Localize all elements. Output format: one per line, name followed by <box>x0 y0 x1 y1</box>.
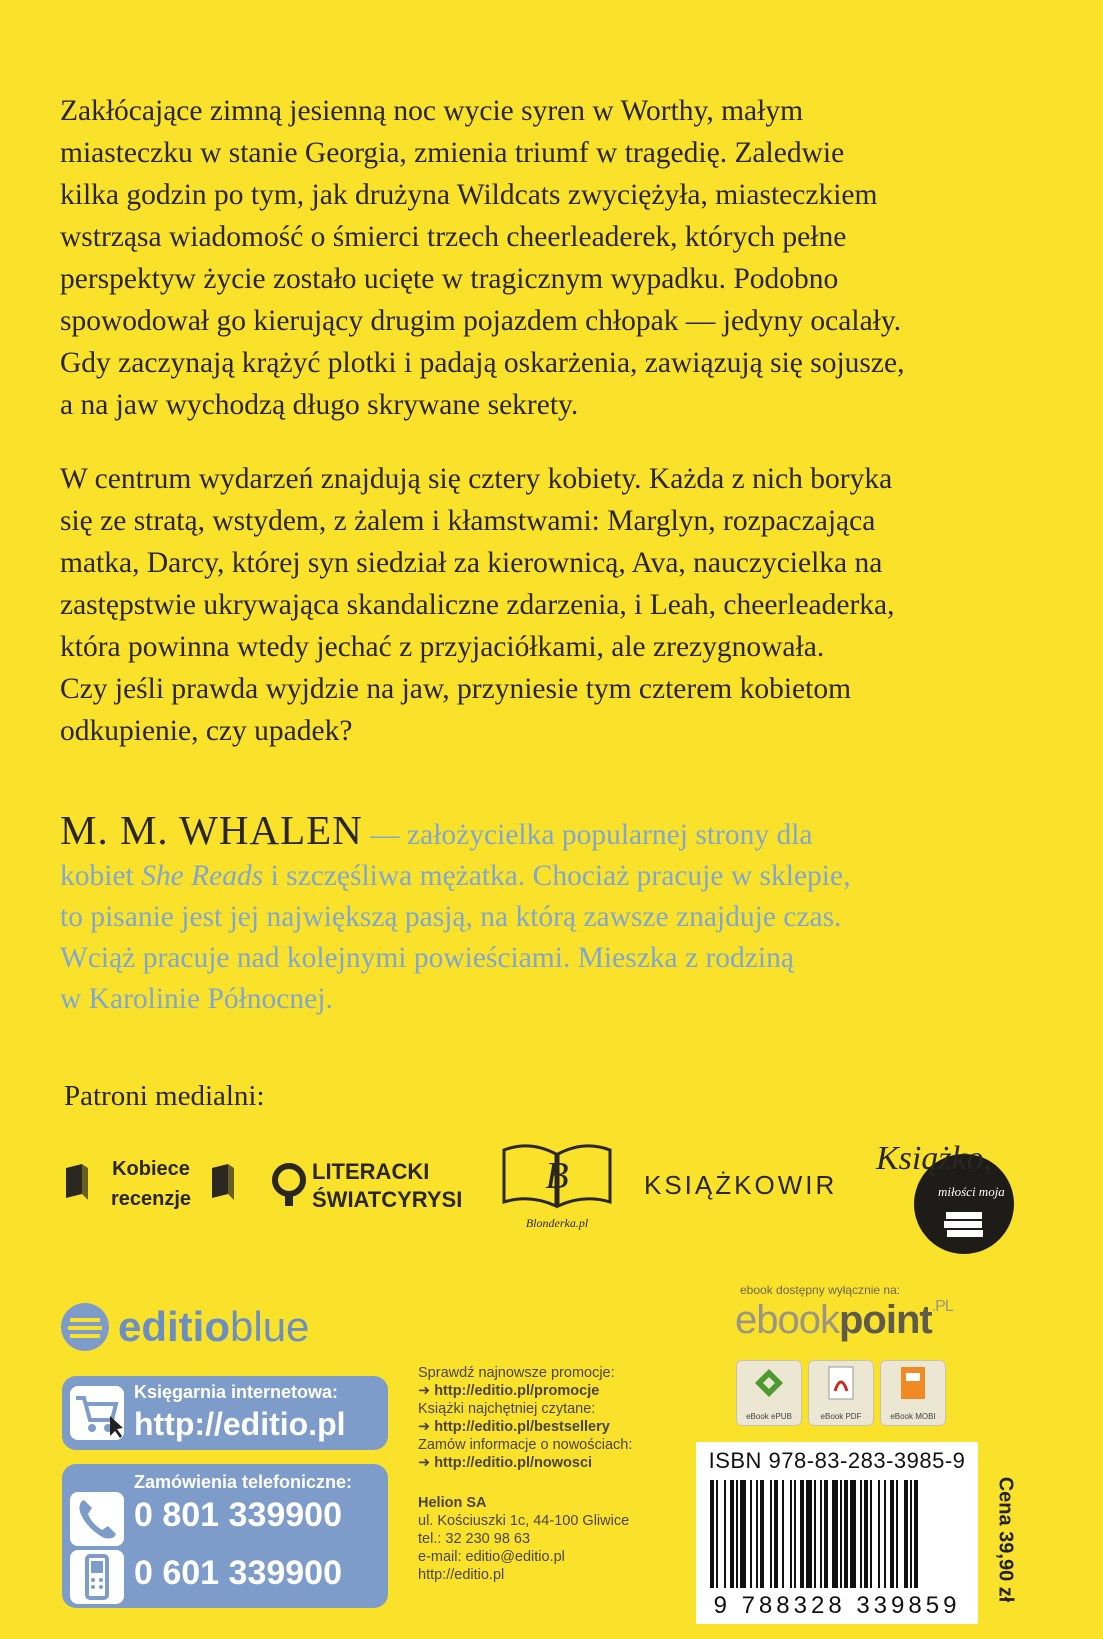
phone-number-1[interactable]: 0 801 339900 <box>134 1496 342 1534</box>
ksiazkowir-logo <box>644 1165 844 1205</box>
mobi-label: eBook MOBI <box>890 1412 936 1421</box>
literacki-swiatcyrysi-logo <box>272 1154 482 1218</box>
pdf-icon <box>809 1361 873 1407</box>
blurb-line: Czy jeśli prawda wyjdzie na jaw, przyniesie tym czterem kobietom <box>60 673 852 705</box>
price-label <box>985 1450 1015 1630</box>
patrons-label: Patroni medialni: <box>64 1080 265 1112</box>
blue-text: blue <box>230 1303 310 1350</box>
swiatcyrysi-text: ŚWIATCYRYSI <box>312 1187 463 1212</box>
blurb-line: wstrząsa wiadomość o śmierci trzech cheerleaderek, których pełne <box>60 221 847 253</box>
literacki-text: LITERACKI <box>312 1159 430 1184</box>
ebookpoint-logo <box>735 1298 953 1343</box>
author-bio-line: kobiet <box>60 860 142 892</box>
isbn-text: ISBN 978-83-283-3985-9 <box>708 1448 966 1473</box>
blurb-paragraph-2 <box>60 458 1040 752</box>
kobiece-text: Kobiece <box>112 1158 190 1180</box>
author-bio-line: — założycielka popularnej strony dla <box>362 819 813 851</box>
blurb-paragraph-1 <box>60 90 1040 426</box>
info-text: Książki najchętniej czytane: <box>418 1401 596 1417</box>
open-book-icon <box>498 1136 616 1216</box>
blurb-line: zastępstwie ukrywająca skandaliczne zdarzenia, i Leah, cheerleaderka, <box>60 589 895 621</box>
epub-format-badge <box>736 1360 802 1426</box>
svg-text:B: B <box>545 1155 569 1197</box>
bestsellers-link[interactable]: http://editio.pl/bestsellery <box>434 1419 610 1435</box>
website-name: She Reads <box>141 860 264 892</box>
shop-url[interactable]: http://editio.pl <box>134 1406 346 1442</box>
company-email[interactable]: e-mail: editio@editio.pl <box>418 1549 565 1565</box>
publisher-info <box>418 1364 683 1584</box>
book-icon <box>208 1162 238 1202</box>
blurb-line: się ze stratą, wstydem, z żalem i kłamstwami: Marglyn, rozpaczająca <box>60 505 876 537</box>
blurb-line: W centrum wydarzeń znajdują się cztery kobiety. Każda z nich boryka <box>60 463 893 495</box>
info-text: Zamów informacje o nowościach: <box>418 1437 633 1453</box>
phone-number-2[interactable]: 0 601 339900 <box>134 1554 342 1592</box>
pdf-label: eBook PDF <box>820 1412 862 1421</box>
barcode-digits: 9 788328 339859 <box>713 1592 961 1619</box>
shop-label: Księgarnia internetowa: <box>134 1382 339 1402</box>
online-shop-box[interactable] <box>62 1376 388 1450</box>
k-monogram-icon <box>272 1160 306 1208</box>
kobiece-recenzje-logo <box>62 1152 242 1220</box>
blurb-line: a na jaw wychodzą długo skrywane sekrety. <box>60 389 579 421</box>
author-name: M. M. WHALEN <box>60 807 363 853</box>
isbn-barcode-box <box>696 1442 978 1624</box>
ksiazko-milosci-moja-logo <box>876 1140 1024 1250</box>
book-icon <box>62 1162 92 1202</box>
arrow-icon: ➜ <box>418 1419 435 1435</box>
ksiazkowir-text: KSIĄŻKOWIR <box>644 1169 838 1200</box>
info-text: Sprawdź najnowsze promocje: <box>418 1365 615 1381</box>
blurb-line: miasteczku w stanie Georgia, zmienia triumf w tragedię. Zaledwie <box>60 137 845 169</box>
editio-mark-icon <box>60 1302 110 1352</box>
epub-icon <box>737 1361 801 1407</box>
mobi-format-badge <box>880 1360 946 1426</box>
company-phone: tel.: 32 230 98 63 <box>418 1531 531 1547</box>
mobile-phone-icon <box>70 1550 124 1604</box>
phone-handset-icon <box>70 1492 124 1546</box>
company-name: Helion SA <box>418 1495 487 1511</box>
author-bio-line: i szczęśliwa mężatka. Chociaż pracuje w sklepie, <box>263 860 851 892</box>
editio-text: editio <box>118 1303 230 1350</box>
blurb-line: kilka godzin po tym, jak drużyna Wildcats zwyciężyła, miasteczkiem <box>60 179 878 211</box>
promotions-link[interactable]: http://editio.pl/promocje <box>434 1383 600 1399</box>
shopping-cart-icon <box>70 1386 124 1440</box>
company-website[interactable]: http://editio.pl <box>418 1567 505 1583</box>
ksiazko-text: Książko, <box>876 1140 993 1177</box>
author-bio <box>60 807 1050 1020</box>
blurb-line: matka, Darcy, której syn siedział za kierownicą, Ava, nauczycielka na <box>60 547 883 579</box>
author-bio-line: Wciąż pracuje nad kolejnymi powieściami. Mieszka z rodziną <box>60 942 794 974</box>
epub-label: eBook ePUB <box>746 1412 792 1421</box>
blurb-line: Zakłócające zimną jesienną noc wycie syren w Worthy, małym <box>60 95 804 127</box>
book-stack-icon <box>942 1210 986 1240</box>
ebook-note: ebook dostępny wyłącznie na: <box>740 1283 901 1297</box>
barcode-icon <box>696 1480 978 1590</box>
author-bio-line: to pisanie jest jej największą pasją, na którą zawsze znajduje czas. <box>60 901 842 933</box>
point-brand-part: point <box>838 1298 932 1342</box>
arrow-icon: ➜ <box>418 1455 435 1471</box>
recenzje-text: recenzje <box>110 1188 192 1210</box>
blonderka-text: Blonderka.pl <box>525 1216 589 1230</box>
blurb-line: perspektyw życie zostało ucięte w tragicznym wypadku. Podobno <box>60 263 839 295</box>
blurb-line: odkupienie, czy upadek? <box>60 715 353 747</box>
company-address: ul. Kościuszki 1c, 44-100 Gliwice <box>418 1513 630 1529</box>
blurb-line: która powinna wtedy jechać z przyjaciółkami, ale zrezygnowała. <box>60 631 825 663</box>
editio-blue-logo <box>60 1302 309 1352</box>
mobi-icon <box>881 1361 945 1407</box>
pl-brand-part: .PL <box>931 1298 953 1315</box>
ebook-brand-part: ebook <box>735 1298 839 1342</box>
news-link[interactable]: http://editio.pl/nowosci <box>434 1455 593 1471</box>
price-text: Cena 39,90 zł <box>994 1476 1017 1603</box>
blurb-line: Gdy zaczynają krążyć plotki i padają oskarżenia, zawiązują się sojusze, <box>60 347 905 379</box>
phone-label: Zamówienia telefoniczne: <box>134 1472 353 1492</box>
blurb-line: spowodował go kierujący drugim pojazdem chłopak — jedyny ocalały. <box>60 305 902 337</box>
pdf-format-badge <box>808 1360 874 1426</box>
milosci-moja-text: miłości moja <box>938 1184 1005 1199</box>
arrow-icon: ➜ <box>418 1383 435 1399</box>
blonderka-logo <box>498 1136 616 1232</box>
phone-orders-box <box>62 1464 388 1608</box>
author-bio-line: w Karolinie Północnej. <box>60 983 333 1015</box>
